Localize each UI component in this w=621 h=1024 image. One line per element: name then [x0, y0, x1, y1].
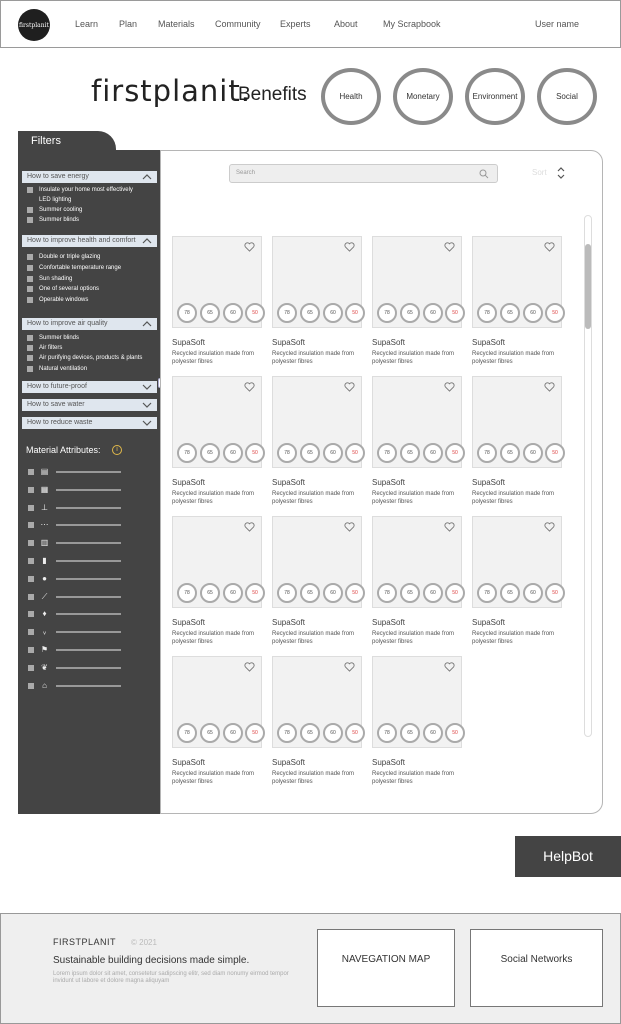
benefit-score-dial: 78: [177, 443, 197, 463]
calendar-icon: ▥: [40, 538, 49, 548]
benefit-score-dial: 60: [323, 303, 343, 323]
benefit-score-dial: 60: [423, 583, 443, 603]
filter-option-label: Natural ventilation: [39, 365, 88, 372]
filter-group-header[interactable]: [22, 318, 157, 330]
benefit-score-dial: 60: [523, 303, 543, 323]
benefit-score-dial: 60: [523, 583, 543, 603]
filter-checkbox[interactable]: [27, 207, 33, 213]
benefit-score-dial: 60: [223, 443, 243, 463]
product-name[interactable]: SupaSoft: [272, 478, 305, 487]
benefit-score-dial: 50: [245, 723, 265, 743]
product-name[interactable]: SupaSoft: [472, 478, 505, 487]
logo-text: firstplanit: [19, 21, 49, 29]
filter-option-label: Double or triple glazing: [39, 254, 101, 260]
filter-group-header[interactable]: [22, 171, 157, 183]
product-card-image[interactable]: [172, 516, 262, 608]
heart-icon[interactable]: [544, 522, 555, 532]
chevron-down-icon[interactable]: [142, 382, 152, 392]
filter-option[interactable]: [27, 265, 121, 271]
heart-icon[interactable]: [444, 522, 455, 532]
benefit-score-dial: 78: [377, 723, 397, 743]
tool-icon: ⟋: [41, 591, 48, 601]
benefit-score-dial: 60: [223, 583, 243, 603]
house-icon: ⌂: [42, 680, 47, 690]
product-description: Recycled insulation made from polyester fibres: [272, 771, 355, 785]
drop-icon: ♦: [42, 609, 47, 619]
attribute-label-placeholder: [56, 613, 121, 615]
filter-checkbox[interactable]: [27, 286, 33, 292]
material-attribute-row[interactable]: [28, 486, 128, 494]
material-attribute-row[interactable]: [28, 646, 128, 654]
nav-experts[interactable]: Experts: [280, 19, 311, 29]
product-description: Recycled insulation made from polyester fibres: [372, 631, 455, 645]
benefit-score-dial: 60: [423, 723, 443, 743]
product-name[interactable]: SupaSoft: [372, 618, 405, 627]
product-name[interactable]: SupaSoft: [172, 758, 205, 767]
product-description: Recycled insulation made from polyester fibres: [372, 351, 455, 365]
filter-group-label: How to save energy: [27, 173, 89, 180]
benefit-monetary[interactable]: [393, 68, 453, 125]
flag-icon: ⚑: [40, 645, 49, 654]
benefit-score-dial: 65: [500, 583, 520, 603]
product-description: Recycled insulation made from polyester fibres: [272, 491, 355, 505]
benefit-label: Health: [339, 92, 363, 101]
benefit-score-dial: 60: [323, 443, 343, 463]
attribute-label-placeholder: [56, 507, 121, 509]
chevron-down-icon[interactable]: [142, 418, 152, 428]
nav-plan[interactable]: Plan: [119, 19, 138, 29]
benefit-score-dial: 65: [500, 303, 520, 323]
attribute-checkbox[interactable]: [28, 594, 34, 600]
filter-checkbox[interactable]: [27, 254, 33, 260]
filter-checkbox[interactable]: [27, 265, 33, 271]
helpbot-button[interactable]: [515, 836, 621, 877]
attribute-checkbox[interactable]: [28, 558, 34, 564]
product-card-image[interactable]: [372, 376, 462, 468]
filter-checkbox[interactable]: [27, 355, 33, 361]
benefit-score-dial: 60: [223, 303, 243, 323]
material-attribute-row[interactable]: [28, 664, 128, 672]
social-networks-box[interactable]: [470, 929, 603, 1007]
product-name[interactable]: SupaSoft: [472, 618, 505, 627]
material-attribute-row[interactable]: [28, 593, 128, 601]
filter-group-header[interactable]: [22, 381, 157, 393]
attribute-label-placeholder: [56, 631, 121, 633]
benefit-label: Monetary: [406, 92, 440, 101]
product-name[interactable]: SupaSoft: [372, 338, 405, 347]
heart-icon[interactable]: [244, 662, 255, 672]
chevron-up-icon[interactable]: [142, 172, 152, 182]
benefit-score-dial: 50: [445, 583, 465, 603]
social-networks-label: Social Networks: [500, 954, 573, 965]
filter-option-label: Summer cooling: [39, 207, 83, 213]
product-description: Recycled insulation made from polyester fibres: [272, 351, 355, 365]
benefit-score-dial: 78: [177, 303, 197, 323]
benefit-score-dial: 78: [477, 303, 497, 323]
material-attribute-row[interactable]: [28, 610, 128, 618]
filter-option[interactable]: [27, 335, 79, 341]
product-description: Recycled insulation made from polyester fibres: [472, 631, 555, 645]
benefit-score-dial: 50: [245, 443, 265, 463]
filter-option[interactable]: [27, 297, 88, 303]
sprout-icon: ᵥ: [43, 627, 46, 637]
product-name[interactable]: SupaSoft: [272, 338, 305, 347]
benefit-score-dial: 50: [345, 723, 365, 743]
product-description: Recycled insulation made from polyester fibres: [272, 631, 355, 645]
benefit-score-dial: 65: [400, 303, 420, 323]
footer-brand: FIRSTPLANIT: [53, 937, 117, 947]
heart-icon[interactable]: [344, 382, 355, 392]
filter-checkbox[interactable]: [27, 217, 33, 223]
heart-icon[interactable]: [444, 242, 455, 252]
scrollbar-thumb[interactable]: [585, 244, 591, 329]
footer-description: Lorem ipsum dolor sit amet, consetetur sadipscing elitr, sed diam nonumy eirmod tempor invidunt ut labore et dolore magna aliquyam: [53, 971, 289, 984]
filter-checkbox[interactable]: [27, 335, 33, 341]
search-placeholder: Search: [236, 170, 256, 176]
attribute-checkbox[interactable]: [28, 540, 34, 546]
material-attributes-title: Material Attributes:: [26, 445, 101, 455]
benefit-score-dial: 78: [377, 303, 397, 323]
sort-label[interactable]: Sort: [532, 168, 547, 177]
filter-option-label: One of several options: [39, 286, 100, 293]
filter-option[interactable]: [27, 207, 82, 213]
attribute-label-placeholder: [56, 667, 121, 669]
attribute-label-placeholder: [56, 524, 121, 526]
heart-icon[interactable]: [344, 522, 355, 532]
filters-panel: [18, 150, 161, 814]
attribute-checkbox[interactable]: [28, 629, 34, 635]
product-card-image[interactable]: [272, 376, 362, 468]
dots-icon: ⋯: [40, 520, 49, 530]
product-card-image[interactable]: [472, 516, 562, 608]
benefit-score-dial: 78: [377, 443, 397, 463]
nav-about[interactable]: About: [334, 19, 358, 29]
product-card-image[interactable]: [372, 656, 462, 748]
heart-icon[interactable]: [444, 382, 455, 392]
product-name[interactable]: SupaSoft: [372, 758, 405, 767]
benefit-score-dial: 78: [277, 723, 297, 743]
filter-checkbox[interactable]: [27, 345, 33, 351]
product-card-image[interactable]: [272, 236, 362, 328]
attribute-label-placeholder: [56, 489, 121, 491]
material-attribute-row[interactable]: [28, 575, 128, 583]
product-card-image[interactable]: [372, 236, 462, 328]
attribute-checkbox[interactable]: [28, 576, 34, 582]
heart-icon[interactable]: [344, 662, 355, 672]
product-description: Recycled insulation made from polyester fibres: [472, 351, 555, 365]
filter-checkbox[interactable]: [27, 187, 33, 193]
lightbulb-icon: ●: [42, 573, 47, 583]
filter-option[interactable]: [27, 197, 71, 203]
product-card-image[interactable]: [172, 656, 262, 748]
material-attribute-row[interactable]: [28, 539, 128, 547]
filter-option[interactable]: [27, 345, 62, 351]
filter-group-label: How to save water: [27, 401, 85, 408]
filter-checkbox[interactable]: [27, 276, 33, 282]
product-name[interactable]: SupaSoft: [172, 478, 205, 487]
benefit-score-dial: 50: [345, 303, 365, 323]
benefit-score-dial: 50: [245, 303, 265, 323]
product-name[interactable]: SupaSoft: [472, 338, 505, 347]
info-icon[interactable]: i: [112, 445, 122, 455]
navigation-map-label: NAVEGATION MAP: [341, 954, 431, 965]
heart-icon[interactable]: [244, 242, 255, 252]
filter-group-label: How to reduce waste: [27, 419, 93, 426]
benefit-score-dial: 50: [445, 723, 465, 743]
material-attribute-row[interactable]: [28, 682, 128, 690]
product-name[interactable]: SupaSoft: [372, 478, 405, 487]
product-description: Recycled insulation made from polyester fibres: [172, 351, 255, 365]
filters-tab-label: Filters: [31, 135, 61, 147]
benefit-score-dial: 60: [423, 303, 443, 323]
filter-group-header[interactable]: [22, 235, 157, 247]
attribute-checkbox[interactable]: [28, 611, 34, 617]
benefit-score-dial: 65: [400, 583, 420, 603]
brand-wordmark: firstplanit.: [91, 74, 251, 108]
attribute-label-placeholder: [56, 596, 121, 598]
product-card-image[interactable]: [272, 656, 362, 748]
nav-learn[interactable]: Learn: [75, 19, 99, 29]
benefit-health[interactable]: [321, 68, 381, 125]
chevron-down-icon[interactable]: [142, 400, 152, 410]
benefit-score-dial: 60: [223, 723, 243, 743]
benefit-score-dial: 50: [345, 443, 365, 463]
filter-option[interactable]: [27, 276, 72, 282]
benefit-score-dial: 78: [277, 583, 297, 603]
benefit-score-dial: 65: [200, 443, 220, 463]
footer-copyright: © 2021: [131, 938, 157, 947]
benefit-score-dial: 50: [445, 303, 465, 323]
attribute-label-placeholder: [56, 578, 121, 580]
material-attribute-row[interactable]: [28, 557, 128, 565]
search-input[interactable]: [229, 164, 498, 183]
benefit-environment[interactable]: [465, 68, 525, 125]
filter-option[interactable]: [27, 286, 99, 292]
attribute-checkbox[interactable]: [28, 487, 34, 493]
filter-group-label: How to improve health and comfort: [27, 237, 136, 244]
material-attribute-row[interactable]: [28, 521, 128, 529]
product-name[interactable]: SupaSoft: [272, 758, 305, 767]
nav-materials[interactable]: Materials: [158, 19, 195, 29]
heart-icon[interactable]: [444, 662, 455, 672]
grid-icon: ▦: [40, 484, 49, 494]
benefit-score-dial: 60: [323, 723, 343, 743]
heart-icon[interactable]: [344, 242, 355, 252]
benefit-score-dial: 65: [300, 583, 320, 603]
product-name[interactable]: SupaSoft: [272, 618, 305, 627]
search-icon[interactable]: [479, 169, 489, 179]
document-icon: ▤: [40, 467, 49, 476]
filter-group-label: How to future-proof: [27, 383, 87, 390]
filter-checkbox[interactable]: [27, 366, 33, 372]
benefit-score-dial: 50: [245, 583, 265, 603]
filter-option-label: Air filters: [39, 345, 63, 352]
attribute-label-placeholder: [56, 471, 121, 473]
product-description: Recycled insulation made from polyester fibres: [172, 491, 255, 505]
attribute-checkbox[interactable]: [28, 647, 34, 653]
chevron-up-icon[interactable]: [142, 319, 152, 329]
helpbot-label: HelpBot: [543, 848, 593, 864]
product-description: Recycled insulation made from polyester fibres: [172, 771, 255, 785]
filter-checkbox[interactable]: [27, 197, 33, 203]
filter-option-label: Operable windows: [39, 297, 89, 304]
filter-option-label: Sun shading: [39, 275, 73, 282]
benefit-score-dial: 60: [423, 443, 443, 463]
benefit-score-dial: 50: [545, 303, 565, 323]
filter-option[interactable]: [27, 187, 133, 193]
benefit-score-dial: 65: [200, 723, 220, 743]
benefit-score-dial: 65: [500, 443, 520, 463]
filter-group-header[interactable]: [22, 417, 157, 429]
benefit-score-dial: 50: [545, 583, 565, 603]
benefit-score-dial: 65: [400, 443, 420, 463]
filter-group-header[interactable]: [22, 399, 157, 411]
benefit-score-dial: 78: [177, 723, 197, 743]
user-name-link[interactable]: User name: [535, 19, 580, 29]
benefit-score-dial: 50: [345, 583, 365, 603]
material-attribute-row[interactable]: [28, 628, 128, 636]
product-card-image[interactable]: [472, 376, 562, 468]
product-name[interactable]: SupaSoft: [172, 338, 205, 347]
product-description: Recycled insulation made from polyester fibres: [172, 631, 255, 645]
filter-option-label: Summer blinds: [39, 217, 80, 223]
filter-option-label: LED lighting: [39, 197, 72, 203]
attribute-checkbox[interactable]: [28, 665, 34, 671]
product-description: Recycled insulation made from polyester fibres: [372, 491, 455, 505]
benefit-score-dial: 50: [445, 443, 465, 463]
attribute-checkbox[interactable]: [28, 505, 34, 511]
product-description: Recycled insulation made from polyester fibres: [372, 771, 455, 785]
benefit-score-dial: 78: [277, 303, 297, 323]
filter-checkbox[interactable]: [27, 297, 33, 303]
filter-option-label: Air purifying devices, products & plants: [39, 355, 143, 362]
attribute-label-placeholder: [56, 560, 121, 562]
tap-icon: ⊥: [41, 502, 48, 512]
sort-arrows-icon[interactable]: [556, 166, 566, 180]
product-card-image[interactable]: [172, 236, 262, 328]
bottle-icon: ▮: [42, 556, 47, 565]
heart-icon[interactable]: [544, 382, 555, 392]
filter-option-label: Summer blinds: [39, 335, 80, 341]
filter-option[interactable]: [27, 366, 87, 372]
leaf-icon: ❦: [41, 662, 48, 672]
heart-icon[interactable]: [244, 382, 255, 392]
benefit-label: Environment: [472, 92, 518, 101]
benefits-title: Benefits: [238, 84, 307, 105]
attribute-label-placeholder: [56, 685, 121, 687]
benefit-score-dial: 78: [477, 443, 497, 463]
benefit-score-dial: 65: [400, 723, 420, 743]
benefit-score-dial: 65: [200, 583, 220, 603]
filter-option[interactable]: [27, 254, 100, 260]
filter-group-label: How to improve air quality: [27, 320, 108, 327]
product-description: Recycled insulation made from polyester fibres: [472, 491, 555, 505]
filter-option-label: Insulate your home most effectively: [39, 187, 133, 193]
material-attribute-row[interactable]: [28, 468, 128, 476]
attribute-checkbox[interactable]: [28, 522, 34, 528]
attribute-checkbox[interactable]: [28, 683, 34, 689]
product-card-image[interactable]: [272, 516, 362, 608]
attribute-label-placeholder: [56, 649, 121, 651]
benefit-label: Social: [556, 92, 578, 101]
benefit-score-dial: 65: [300, 303, 320, 323]
benefit-score-dial: 78: [377, 583, 397, 603]
product-card-image[interactable]: [372, 516, 462, 608]
product-card-image[interactable]: [172, 376, 262, 468]
logo[interactable]: [18, 9, 50, 41]
footer-tagline: Sustainable building decisions made simple.: [53, 955, 250, 966]
filter-option[interactable]: [27, 217, 79, 223]
nav-community[interactable]: Community: [215, 19, 261, 29]
benefit-score-dial: 65: [200, 303, 220, 323]
product-name[interactable]: SupaSoft: [172, 618, 205, 627]
benefit-score-dial: 78: [177, 583, 197, 603]
benefit-score-dial: 78: [477, 583, 497, 603]
nav-my-scrapbook[interactable]: My Scrapbook: [383, 19, 441, 29]
benefit-social[interactable]: [537, 68, 597, 125]
benefit-score-dial: 78: [277, 443, 297, 463]
benefit-score-dial: 65: [300, 443, 320, 463]
chevron-up-icon[interactable]: [142, 236, 152, 246]
heart-icon[interactable]: [244, 522, 255, 532]
navigation-map-box[interactable]: [317, 929, 455, 1007]
benefit-score-dial: 65: [300, 723, 320, 743]
benefit-score-dial: 60: [323, 583, 343, 603]
top-navigation: [0, 0, 621, 48]
filter-option[interactable]: [27, 355, 142, 361]
filter-option-label: Confortable temperature range: [39, 264, 122, 271]
attribute-label-placeholder: [56, 542, 121, 544]
heart-icon[interactable]: [544, 242, 555, 252]
material-attribute-row[interactable]: [28, 504, 128, 512]
benefit-score-dial: 60: [523, 443, 543, 463]
benefit-score-dial: 50: [545, 443, 565, 463]
attribute-checkbox[interactable]: [28, 469, 34, 475]
product-card-image[interactable]: [472, 236, 562, 328]
